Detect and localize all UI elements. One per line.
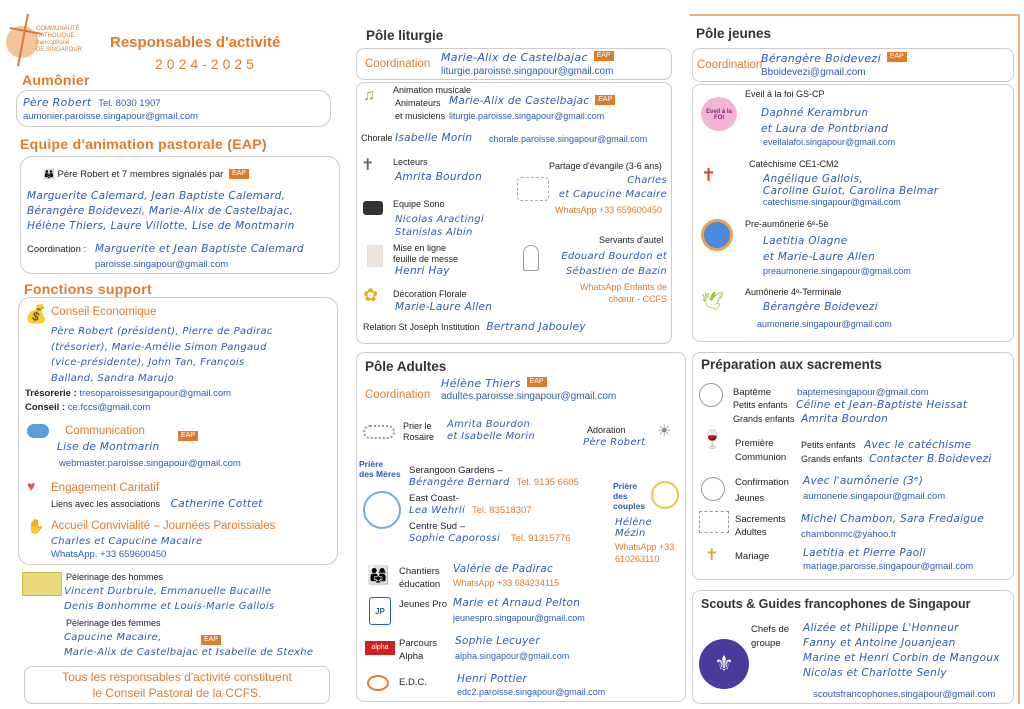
scouts-label: groupe: [751, 638, 781, 649]
conseil-names-line: Balland, Sandra Marujo: [51, 372, 174, 384]
partage-sub: (3-6 ans): [625, 161, 662, 171]
sacr-adultes-title: Adultes: [735, 527, 767, 538]
eap-coord-label: Coordination :: [27, 244, 87, 255]
comm-email[interactable]: webmaster.paroisse.singapour@gmail.com: [59, 458, 241, 469]
feuille-title: Mise en ligne: [393, 243, 447, 253]
hand-icon: ✋: [27, 518, 45, 534]
chantiers-title: éducation: [399, 579, 441, 590]
partage-tel: WhatsApp +33 659600450: [555, 205, 662, 215]
catechisme-names: Angélique Gallois,: [763, 173, 863, 185]
eveil-title: Eveil à la foi GS-CP: [745, 89, 825, 99]
lecteurs-title: Lecteurs: [393, 157, 428, 167]
wedding-cross-icon: ✝: [705, 547, 719, 564]
adoration-name: Père Robert: [583, 437, 646, 448]
scouts-label: Chefs de: [751, 624, 790, 635]
aumonier-heading: Aumônier: [22, 72, 90, 88]
baptism-icon: [699, 383, 723, 407]
lecteurs-name: Amrita Bourdon: [395, 171, 483, 183]
pele-h-names: Vincent Durbrule, Emmanuelle Bucaille: [64, 586, 272, 597]
couples-title: des: [613, 491, 628, 501]
mariage-title: Mariage: [735, 551, 770, 562]
aum-title: Aumônerie 4ᵉ-Terminale: [745, 287, 842, 297]
chorale-title: Chorale: [361, 133, 393, 143]
comm-name: Lise de Montmarin: [57, 441, 160, 453]
communion-title: Communion: [735, 452, 787, 463]
children-icon: [517, 177, 549, 201]
communion-n2: Contacter B.Boidevezi: [869, 453, 992, 465]
chantiers-name: Valérie de Padirac: [453, 563, 554, 575]
chorale-email[interactable]: chorale.paroisse.singapour@gmail.com: [489, 134, 648, 144]
liturgie-coord-label: Coordination: [365, 58, 431, 70]
mothers-prayer-logo: [363, 491, 401, 529]
aum-email[interactable]: aumonerie.singapour@gmail.com: [757, 319, 892, 329]
musique-l1: Animateurs: [395, 98, 441, 108]
rosary-icon: [363, 425, 395, 439]
scouts-heading: Scouts & Guides francophones de Singapour: [701, 597, 971, 611]
logo-line: CATHOLIQUE: [36, 33, 75, 39]
servants-names: Sébastien de Bazin: [566, 266, 667, 277]
eap-members-line: Hélène Thiers, Laure Villotte, Lise de Montmarin: [27, 220, 295, 232]
rosaire-title: Rosaire: [403, 432, 435, 442]
adultes-coord: Hélène Thiers: [441, 377, 521, 390]
couples-logo: [651, 481, 679, 509]
adultes-box: [356, 352, 686, 702]
servants-tel: WhatsApp Enfants de: [579, 282, 667, 292]
speech-bubble-icon: [27, 424, 49, 438]
edc-email[interactable]: edc2.paroisse.singapour@gmail.com: [457, 687, 606, 697]
meres-title: des Mères: [359, 469, 401, 479]
couples-tel: 610263110: [615, 554, 660, 564]
catechisme-email[interactable]: catechisme.singapour@gmail.com: [763, 197, 901, 207]
liturgie-coord-box: [356, 48, 672, 80]
pele-h-names: Denis Bonhomme et Louis-Marie Gallois: [64, 601, 275, 612]
meres-z1: Serangoon Gardens –: [409, 465, 503, 476]
eap-badge: EAP: [229, 169, 249, 179]
logo-line: DE SINGAPOUR: [36, 47, 83, 53]
communion-title: Première: [735, 438, 774, 449]
aumonier-name: Père Robert: [23, 96, 92, 109]
page-frame-line: [1018, 14, 1020, 704]
edc-title: E.D.C.: [399, 677, 427, 688]
sacrements-heading: Préparation aux sacrements: [701, 357, 882, 372]
jeunes-coord-label: Coordination: [697, 59, 763, 71]
meres-t1: Tel. 9135 6605: [516, 477, 579, 488]
logo-line: francophone: [36, 40, 70, 46]
couples-name: Mézin: [615, 528, 646, 539]
adultes-coord-badge: EAP: [527, 377, 547, 387]
eap-heading: Equipe d'animation pastorale (EAP): [20, 136, 267, 152]
couples-name: Hélène: [615, 517, 652, 528]
family-icon: 👨‍👩‍👧: [367, 565, 390, 585]
sacr-adultes-name: Michel Chambon, Sara Fredaigue: [801, 513, 984, 525]
eveil-names: Daphné Kerambrun: [761, 107, 869, 119]
alpha-name: Sophie Lecuyer: [455, 635, 541, 647]
page-frame-line-top: [690, 14, 1020, 16]
jeunespro-name: Marie et Arnaud Pelton: [453, 597, 581, 609]
bapteme-email[interactable]: baptemesingapour@gmail.com: [797, 387, 929, 398]
eap-members-line: Bérangère Boidevezi, Marie-Alix de Castelbajac,: [27, 205, 294, 217]
liturgie-email[interactable]: liturgie.paroisse.singapour@gmail.com: [441, 66, 614, 77]
eveil-logo: Eveil à la FOI: [701, 97, 737, 131]
scouts-names: Marine et Henri Corbin de Mangoux: [803, 652, 1000, 664]
preaum-email[interactable]: preaumonerie.singapour@gmail.com: [763, 266, 911, 276]
rosaire-names: et Isabelle Morin: [447, 431, 536, 442]
eap-members-line: Marguerite Calemard, Jean Baptiste Calemard,: [27, 190, 286, 202]
meres-n2: Lea Wehrli: [409, 505, 466, 516]
jeunespro-logo: JP: [369, 597, 391, 625]
florale-name: Marie-Laure Allen: [395, 301, 493, 313]
alpha-logo: alpha: [365, 641, 395, 655]
feuille-title: feuille de messe: [393, 254, 459, 264]
couples-title: Prière: [613, 481, 638, 491]
fonctions-heading: Fonctions support: [24, 281, 152, 297]
cross-flame-icon: ✝: [701, 165, 717, 185]
meres-n3: Sophie Caporossi: [409, 533, 501, 544]
edc-name: Henri Pottier: [457, 673, 528, 685]
eap-box: [20, 156, 340, 274]
conseil-email[interactable]: ce.fccs@gmail.com: [67, 402, 151, 413]
spiral-icon: [701, 219, 733, 251]
catechisme-names: Caroline Guiot, Carolina Belmar: [763, 185, 939, 197]
caritatif-label: Liens avec les associations: [51, 499, 161, 509]
confirmation-name: Avec l'aumônerie (3ᵉ): [803, 475, 924, 487]
flower-icon: ✿: [363, 285, 379, 305]
money-bag-icon: 💰: [25, 304, 48, 324]
scouts-logo: ⚜: [699, 639, 749, 689]
altar-server-icon: [523, 245, 539, 271]
bapteme-n2: Amrita Bourdon: [801, 413, 889, 425]
caritatif-title: Engagement Caritatif: [51, 482, 160, 494]
feuille-name: Henri Hay: [395, 265, 450, 277]
pele-h-title: Pèlerinage des hommes: [66, 572, 164, 582]
sacr-adultes-title: Sacrements: [735, 514, 786, 525]
conseil-names-line: Père Robert (président), Pierre de Padirac: [51, 326, 273, 337]
confirmation-sub: Jeunes: [735, 493, 765, 503]
fish-icon: [367, 675, 389, 691]
meres-n1: Bérangère Bernard: [409, 477, 510, 488]
aumonier-box: [16, 90, 331, 127]
servants-title: Servants d'autel: [599, 235, 664, 245]
sacrements-box: [692, 352, 1014, 580]
conseil-names-line: (trésorier), Marie-Amélie Simon Pangaud: [51, 341, 267, 353]
confirmation-email[interactable]: aumonerie.singapour@gmail.com: [803, 491, 946, 502]
bapteme-l1: Petits enfants: [733, 400, 788, 410]
sono-names: Stanislas Albin: [395, 227, 473, 238]
mariage-name: Laetitia et Pierre Paoli: [803, 547, 926, 559]
conseil-title: Conseil Economique: [51, 306, 157, 318]
caritatif-name: Catherine Cottet: [170, 498, 263, 510]
adultes-coord-label: Coordination: [365, 389, 431, 401]
pilgrimage-image: [22, 572, 62, 596]
treso-email[interactable]: tresoparoissesingapour@gmail.com: [79, 388, 232, 399]
fonctions-box: [18, 297, 338, 565]
bible-icon: ✝: [361, 157, 375, 174]
communion-n1: Avec le catéchisme: [864, 439, 972, 451]
bapteme-l2: Grands enfants: [733, 414, 795, 424]
chantiers-tel: WhatsApp +33 684234115: [453, 578, 560, 588]
accueil-tel: WhatsApp. +33 659600450: [51, 549, 167, 560]
jeunes-heading: Pôle jeunes: [696, 26, 772, 41]
liturgie-coord-badge: EAP: [594, 51, 614, 61]
rosaire-title: Prier le: [403, 421, 432, 431]
sono-names: Nicolas Aractingi: [395, 214, 485, 225]
scouts-names: Fanny et Antoine Jouanjean: [803, 637, 956, 649]
liturgie-box: [356, 82, 672, 344]
meres-t3: Tel. 91315776: [510, 533, 571, 544]
accueil-title: Accueil Convivialité – Journées Paroissiales: [51, 520, 276, 532]
pele-f-badge: EAP: [201, 635, 221, 645]
pele-f-names: Marie-Alix de Castelbajac et Isabelle de Stexhe: [64, 647, 314, 658]
meres-z2: East Coast-: [409, 493, 459, 504]
footer-line: le Conseil Pastoral de la CCFS.: [92, 686, 262, 700]
aum-name: Bérangère Boidevezi: [763, 301, 878, 313]
eveil-names: et Laura de Pontbriand: [761, 123, 889, 135]
preaum-title: Pre-aumônerie 6ᵉ-5è: [745, 219, 829, 229]
alpha-email[interactable]: alpha.singapour@gmail.com: [455, 651, 570, 661]
florale-title: Décoration Florale: [393, 289, 467, 299]
parish-logo: [4, 8, 86, 70]
preaum-names: et Marie-Laure Allen: [763, 251, 876, 263]
chalice-icon: 🍷: [701, 429, 724, 449]
people-icon: 👪: [43, 169, 55, 180]
aumonier-email[interactable]: aumonier.paroisse.singapour@gmail.com: [23, 111, 198, 122]
eap-email[interactable]: paroisse.singapour@gmail.com: [95, 259, 229, 270]
pele-f-title: Pèlerinage des femmes: [66, 618, 161, 628]
chorale-name: Isabelle Morin: [395, 132, 473, 144]
meres-t2: Tel. 83518307: [471, 505, 532, 516]
music-note-icon: ♫: [363, 87, 375, 104]
chantiers-title: Chantiers: [399, 566, 440, 577]
accueil-name: Charles et Capucine Macaire: [51, 536, 203, 547]
rosaire-names: Amrita Bourdon: [447, 419, 531, 430]
partage-title: Partage d'évangile: [549, 161, 624, 171]
relation-name: Bertrand Jabouley: [486, 321, 586, 333]
footer-line: Tous les responsables d'activité constituent: [62, 670, 292, 684]
servants-names: Edouard Bourdon et: [561, 251, 667, 262]
document-icon: [367, 245, 383, 267]
comm-badge: EAP: [178, 431, 198, 441]
musique-badge: EAP: [595, 95, 615, 105]
servants-tel: chœur - CCFS: [608, 294, 667, 304]
couples-tel: WhatsApp +33: [615, 542, 675, 552]
monstrance-icon: ☀: [657, 423, 672, 440]
communion-l1: Petits enfants: [801, 440, 856, 450]
musique-l2: et musiciens: [395, 111, 446, 121]
jeunespro-email[interactable]: jeunespro.singapour@gmail.com: [453, 613, 585, 623]
alpha-title: Alpha: [399, 651, 424, 662]
preaum-names: Laetitia Olagne: [763, 235, 848, 247]
logo-line: COMMUNAUTÉ: [36, 26, 80, 32]
conseil-names-line: (vice-présidente), John Tan, François: [51, 357, 245, 368]
catechisme-title: Catéchisme CE1-CM2: [749, 159, 839, 169]
page-years: 2024-2025: [155, 56, 258, 72]
scouts-names: Nicolas et Charlotte Senly: [803, 667, 947, 679]
scouts-box: [692, 590, 1014, 704]
sacr-adultes-email[interactable]: chambonmc@yahoo.fr: [801, 529, 897, 540]
eveil-email[interactable]: eveilalafoi.singapour@gmail.com: [763, 137, 896, 147]
relation-title: Relation St Joseph Institution: [363, 322, 480, 332]
jeunes-box: [692, 84, 1014, 342]
communion-l2: Grands enfants: [801, 454, 863, 464]
liturgie-heading: Pôle liturgie: [366, 28, 444, 43]
adultes-heading: Pôle Adultes: [365, 359, 447, 374]
liturgie-coord: Marie-Alix de Castelbajac: [441, 51, 588, 64]
jeunes-coord-box: [692, 48, 1014, 82]
sono-title: Equipe Sono: [393, 199, 445, 209]
meres-z3: Centre Sud –: [409, 521, 465, 532]
partage-names: et Capucine Macaire: [558, 189, 667, 200]
treso-label: Trésorerie :: [25, 388, 77, 399]
confirmation-icon: [701, 477, 725, 501]
adoration-title: Adoration: [587, 425, 626, 435]
pele-f-names: Capucine Macaire,: [64, 632, 162, 643]
eap-coord: Marguerite et Jean Baptiste Calemard: [94, 243, 304, 255]
musique-name: Marie-Alix de Castelbajac: [449, 95, 590, 107]
conseil-label: Conseil :: [25, 402, 66, 413]
scouts-names: Alizée et Philippe L'Honneur: [803, 622, 959, 634]
bapteme-n1: Céline et Jean-Baptiste Heissat: [796, 399, 968, 411]
scouts-email[interactable]: scoutsfrancophones.singapour@gmail.com: [813, 689, 996, 700]
adult-sacrament-icon: [699, 511, 729, 533]
jeunespro-title: Jeunes Pro: [399, 599, 448, 610]
comm-title: Communication: [65, 425, 145, 437]
musique-title: Animation musicale: [393, 85, 472, 95]
adultes-email[interactable]: adultes.paroisse.singapour@gmail.com: [441, 391, 617, 402]
jeunes-coord-badge: EAP: [887, 52, 907, 62]
dove-icon: 🕊: [701, 291, 724, 311]
heart-hands-icon: ♥: [27, 478, 36, 494]
couples-title: couples: [613, 501, 646, 511]
alpha-title: Parcours: [399, 638, 438, 649]
jeunes-coord: Bérangère Boidevezi: [761, 52, 881, 65]
mariage-email[interactable]: mariage.paroisse.singapour@gmail.com: [803, 561, 974, 572]
confirmation-title: Confirmation: [735, 477, 789, 488]
footer-box: [24, 666, 330, 704]
jeunes-email[interactable]: Bboidevezi@gmail.com: [761, 67, 866, 78]
camera-icon: [363, 201, 383, 215]
musique-email[interactable]: liturgie.paroisse.singapour@gmail.com: [449, 111, 605, 121]
partage-names: Charles: [627, 175, 667, 186]
aumonier-tel: Tel. 8030 1907: [98, 98, 161, 109]
meres-title: Prière: [359, 459, 384, 469]
eap-intro: Père Robert et 7 membres signalés par: [57, 169, 224, 180]
page-title: Responsables d'activité: [110, 34, 281, 51]
bapteme-title: Baptême: [733, 387, 772, 398]
